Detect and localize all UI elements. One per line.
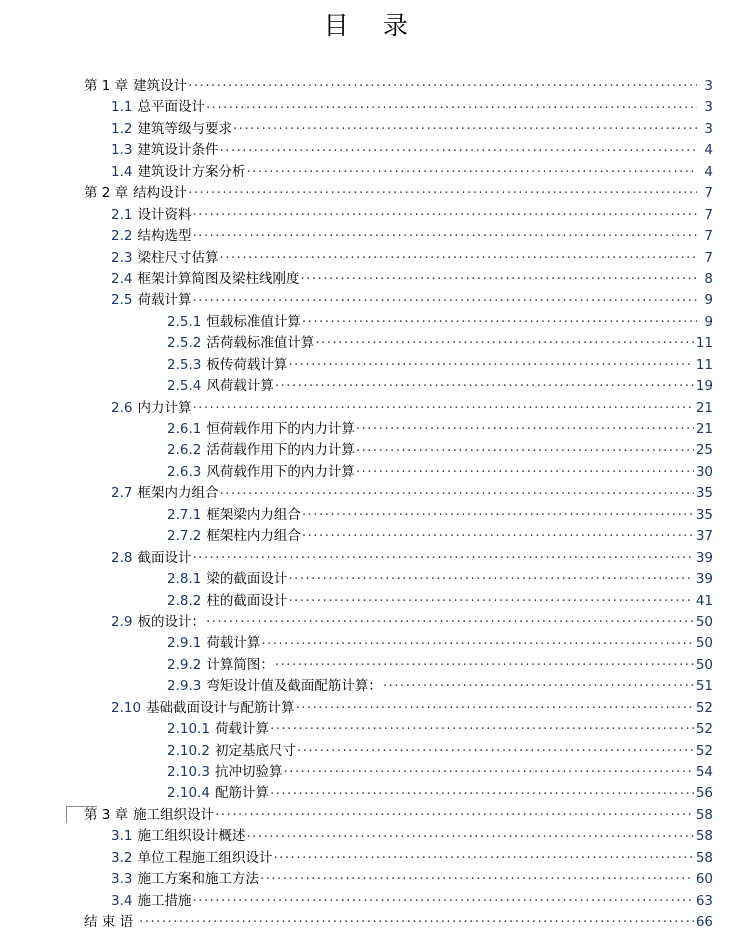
toc-entry[interactable] bbox=[0, 505, 732, 526]
toc-entry-number: 2.2 bbox=[111, 228, 133, 245]
toc-leader-dots bbox=[315, 334, 693, 348]
toc-leader-dots bbox=[275, 655, 694, 669]
toc-leader-dots bbox=[300, 269, 697, 283]
toc-entry[interactable] bbox=[0, 419, 732, 440]
toc-leader-dots bbox=[356, 420, 694, 434]
toc-leader-dots bbox=[273, 848, 693, 862]
toc-entry-number: 2.5.2 bbox=[167, 335, 202, 352]
toc-entry-number: 2.10.4 bbox=[167, 785, 210, 802]
toc-entry[interactable] bbox=[0, 741, 732, 762]
toc-page-number: 8 bbox=[704, 270, 713, 287]
toc-entry[interactable] bbox=[0, 483, 732, 504]
toc-entry[interactable] bbox=[0, 826, 732, 847]
toc-entry[interactable] bbox=[0, 140, 732, 161]
toc-entry[interactable] bbox=[0, 290, 732, 311]
toc-leader-dots bbox=[260, 870, 694, 884]
toc-entry[interactable] bbox=[0, 355, 732, 376]
toc-entry[interactable] bbox=[0, 848, 732, 869]
toc-page-number: 51 bbox=[695, 678, 713, 695]
toc-leader-dots bbox=[192, 227, 697, 241]
toc-entry-label: 框架内力组合 bbox=[137, 485, 219, 502]
toc-entry-number: 2.7 bbox=[111, 485, 133, 502]
toc-entry[interactable] bbox=[0, 805, 732, 826]
toc-entry-number: 2.6.1 bbox=[167, 421, 202, 437]
toc-entry-number: 2.7.1 bbox=[167, 506, 202, 523]
toc-page-number: 21 bbox=[695, 399, 713, 416]
toc-entry-label: 设计资料 bbox=[137, 206, 192, 223]
toc-leader-dots bbox=[192, 548, 693, 562]
toc-page-number: 25 bbox=[695, 442, 713, 459]
toc-entry[interactable] bbox=[0, 162, 732, 183]
toc-page-number: 66 bbox=[695, 914, 713, 931]
toc-entry[interactable] bbox=[0, 248, 732, 269]
toc-leader-dots bbox=[288, 355, 693, 369]
toc-entry-number: 3.1 bbox=[111, 828, 133, 845]
toc-entry-label: 框架梁内力组合 bbox=[206, 506, 301, 523]
toc-page-number: 58 bbox=[695, 806, 713, 823]
toc-page-number: 37 bbox=[695, 528, 713, 545]
toc-entry-number: 1.2 bbox=[111, 120, 133, 137]
toc-entry-number: 3.2 bbox=[111, 849, 133, 866]
toc-page-number: 19 bbox=[695, 378, 713, 395]
toc-entry-label: 活荷载作用下的内力计算 bbox=[206, 442, 355, 459]
toc-entry[interactable] bbox=[0, 183, 732, 204]
toc-entry[interactable] bbox=[0, 569, 732, 590]
toc-leader-dots bbox=[302, 312, 697, 326]
toc-page-number: 50 bbox=[695, 635, 713, 652]
toc-page-number: 7 bbox=[704, 228, 713, 245]
toc-leader-dots bbox=[302, 527, 694, 541]
toc-entry[interactable] bbox=[0, 612, 732, 633]
toc-entry-number: 2.5.4 bbox=[167, 378, 202, 395]
toc-entry-number: 2.3 bbox=[111, 249, 133, 266]
toc-entry-number: 第 1 章 bbox=[84, 78, 129, 94]
toc-page-number: 7 bbox=[704, 206, 713, 223]
toc-leader-dots bbox=[356, 441, 694, 455]
toc-entry-label: 梁柱尺寸估算 bbox=[137, 249, 219, 266]
toc-page-number: 3 bbox=[704, 99, 713, 116]
toc-page-number: 11 bbox=[695, 356, 713, 373]
toc-entry-number: 3.3 bbox=[111, 871, 133, 888]
toc-entry-label: 施工组织设计 bbox=[133, 806, 215, 823]
toc-leader-dots bbox=[192, 205, 697, 219]
toc-entry[interactable] bbox=[0, 398, 732, 419]
toc-entry-number: 第 3 章 bbox=[84, 806, 129, 823]
toc-leader-dots bbox=[139, 913, 694, 927]
toc-page-number: 54 bbox=[695, 764, 713, 780]
toc-page-number: 50 bbox=[695, 613, 713, 630]
toc-entry-number: 2.5 bbox=[111, 292, 133, 309]
toc-page-number: 35 bbox=[695, 506, 713, 523]
toc-entry[interactable] bbox=[0, 526, 732, 547]
toc-entry-label: 施工措施 bbox=[137, 892, 192, 909]
toc-entry-label: 建筑设计 bbox=[133, 78, 188, 94]
toc-entry-list bbox=[0, 76, 732, 934]
toc-entry-label: 荷载计算 bbox=[137, 292, 192, 309]
toc-page-number: 60 bbox=[695, 871, 713, 888]
toc-page-number: 50 bbox=[695, 656, 713, 673]
toc-entry-number: 1.3 bbox=[111, 142, 133, 159]
toc-entry-number: 3.4 bbox=[111, 892, 133, 909]
toc-page-number: 39 bbox=[695, 549, 713, 566]
toc-entry-label: 荷载计算 bbox=[206, 635, 261, 652]
toc-entry[interactable] bbox=[0, 698, 732, 719]
toc-leader-dots bbox=[270, 784, 694, 798]
toc-entry-label: 梁的截面设计 bbox=[206, 571, 288, 588]
toc-entry[interactable] bbox=[0, 719, 732, 740]
toc-leader-dots bbox=[219, 248, 697, 262]
toc-entry[interactable] bbox=[0, 226, 732, 247]
toc-entry-number: 1.1 bbox=[111, 99, 133, 116]
toc-entry-label: 施工组织设计概述 bbox=[137, 828, 246, 845]
toc-entry[interactable] bbox=[0, 869, 732, 890]
toc-entry-number: 2.6.2 bbox=[167, 442, 202, 459]
toc-entry-label: 单位工程施工组织设计 bbox=[137, 849, 273, 866]
toc-entry-number: 2.10.3 bbox=[167, 764, 210, 780]
toc-entry[interactable] bbox=[0, 676, 732, 697]
toc-entry[interactable] bbox=[0, 912, 732, 933]
toc-entry-label: 板传荷载计算 bbox=[206, 356, 288, 373]
toc-page-number: 52 bbox=[695, 699, 713, 716]
toc-entry[interactable] bbox=[0, 440, 732, 461]
toc-entry-label: 框架计算简图及梁柱线刚度 bbox=[137, 270, 300, 287]
toc-page-number: 30 bbox=[695, 463, 713, 480]
toc-leader-dots bbox=[206, 98, 697, 112]
toc-page-number: 58 bbox=[695, 828, 713, 845]
toc-leader-dots bbox=[270, 720, 694, 734]
toc-entry-number: 2.1 bbox=[111, 206, 133, 223]
toc-leader-dots bbox=[261, 634, 693, 648]
toc-leader-dots bbox=[192, 398, 693, 412]
toc-page-number: 39 bbox=[695, 571, 713, 588]
toc-entry-number: 2.10.1 bbox=[167, 721, 210, 738]
toc-page-number: 3 bbox=[704, 78, 713, 94]
toc-entry[interactable] bbox=[0, 633, 732, 654]
toc-entry-number: 2.5.1 bbox=[167, 313, 202, 330]
toc-entry-number: 2.5.3 bbox=[167, 356, 202, 373]
toc-entry[interactable] bbox=[0, 462, 732, 483]
toc-leader-dots bbox=[288, 570, 693, 584]
toc-entry-label: 风荷载作用下的内力计算 bbox=[206, 463, 355, 480]
toc-entry[interactable] bbox=[0, 655, 732, 676]
toc-entry-label: 建筑等级与要求 bbox=[137, 120, 232, 137]
toc-leader-dots bbox=[215, 805, 694, 819]
toc-entry-label: 施工方案和施工方法 bbox=[137, 871, 259, 888]
toc-leader-dots bbox=[383, 677, 694, 691]
toc-leader-dots bbox=[283, 763, 693, 777]
toc-entry-number: 2.9.3 bbox=[167, 678, 202, 695]
toc-page-number: 41 bbox=[695, 592, 713, 609]
toc-entry-number: 2.9.2 bbox=[167, 656, 202, 673]
toc-entry[interactable] bbox=[0, 891, 732, 912]
toc-entry-number: 2.6 bbox=[111, 399, 133, 416]
toc-page-number: 11 bbox=[695, 335, 713, 352]
toc-entry-label: 基础截面设计与配筋计算 bbox=[146, 699, 295, 716]
toc-leader-dots bbox=[219, 141, 697, 155]
toc-entry-label: 内力计算 bbox=[137, 399, 192, 416]
toc-entry[interactable] bbox=[0, 783, 732, 804]
toc-page-number: 35 bbox=[695, 485, 713, 502]
toc-entry-label: 配筋计算 bbox=[214, 785, 269, 802]
toc-entry-label: 建筑设计方案分析 bbox=[137, 163, 246, 180]
toc-entry[interactable] bbox=[0, 312, 732, 333]
toc-entry[interactable] bbox=[0, 119, 732, 140]
toc-entry-number: 2.7.2 bbox=[167, 528, 202, 545]
toc-page-number: 63 bbox=[695, 892, 713, 909]
toc-page-number: 56 bbox=[695, 785, 713, 802]
toc-page-number: 7 bbox=[704, 249, 713, 266]
toc-entry[interactable] bbox=[0, 591, 732, 612]
toc-entry-number: 2.8.2 bbox=[167, 592, 202, 609]
toc-leader-dots bbox=[302, 505, 694, 519]
toc-leader-dots bbox=[356, 462, 694, 476]
toc-entry-number: 2.9.1 bbox=[167, 635, 202, 652]
page-corner-artifact bbox=[66, 806, 97, 823]
toc-entry-number: 第 2 章 bbox=[84, 185, 129, 202]
toc-entry-number: 2.4 bbox=[111, 270, 133, 287]
toc-page-number: 52 bbox=[695, 742, 713, 759]
toc-entry-label: 荷载计算 bbox=[214, 721, 269, 738]
toc-page-number: 9 bbox=[704, 313, 713, 330]
toc-leader-dots bbox=[275, 377, 694, 391]
toc-leader-dots bbox=[188, 77, 697, 91]
toc-leader-dots bbox=[192, 891, 693, 905]
toc-entry-label: 建筑设计条件 bbox=[137, 142, 219, 159]
toc-entry[interactable] bbox=[0, 97, 732, 118]
toc-entry-number: 结 束 语 bbox=[84, 914, 134, 931]
toc-entry-number: 2.8 bbox=[111, 549, 133, 566]
toc-entry-label: 初定基底尺寸 bbox=[214, 742, 296, 759]
toc-entry-number: 2.10 bbox=[111, 699, 142, 716]
toc-leader-dots bbox=[246, 162, 697, 176]
toc-entry-label: 弯矩设计值及截面配筋计算： bbox=[206, 678, 382, 695]
toc-page-number: 9 bbox=[704, 292, 713, 309]
toc-entry[interactable] bbox=[0, 76, 732, 97]
toc-entry-label: 活荷载标准值计算 bbox=[206, 335, 315, 352]
toc-entry-label: 框架柱内力组合 bbox=[206, 528, 301, 545]
toc-entry[interactable] bbox=[0, 333, 732, 354]
toc-entry[interactable] bbox=[0, 548, 732, 569]
toc-entry-label: 恒载标准值计算 bbox=[206, 313, 301, 330]
toc-page-number: 4 bbox=[704, 142, 713, 159]
toc-entry-number: 2.10.2 bbox=[167, 742, 210, 759]
toc-page-number: 21 bbox=[695, 421, 713, 437]
toc-leader-dots bbox=[233, 119, 697, 133]
toc-entry-label: 结构设计 bbox=[133, 185, 188, 202]
toc-entry-label: 风荷载计算 bbox=[206, 378, 274, 395]
page-title: 目 录 bbox=[323, 11, 409, 40]
toc-entry-number: 1.4 bbox=[111, 163, 133, 180]
toc-page-number: 3 bbox=[704, 120, 713, 137]
toc-entry[interactable] bbox=[0, 205, 732, 226]
toc-page-number: 4 bbox=[704, 163, 713, 180]
toc-entry-label: 柱的截面设计 bbox=[206, 592, 288, 609]
toc-entry-label: 计算简图： bbox=[206, 656, 274, 673]
toc-entry-number: 2.9 bbox=[111, 613, 133, 630]
toc-entry[interactable] bbox=[0, 269, 732, 290]
toc-entry-label: 恒荷载作用下的内力计算 bbox=[206, 421, 355, 437]
toc-leader-dots bbox=[219, 484, 693, 498]
toc-leader-dots bbox=[192, 291, 697, 305]
toc-entry[interactable] bbox=[0, 762, 732, 783]
toc-leader-dots bbox=[288, 591, 693, 605]
toc-page-number: 58 bbox=[695, 849, 713, 866]
toc-entry-label: 总平面设计 bbox=[137, 99, 205, 116]
toc-page-number: 52 bbox=[695, 721, 713, 738]
toc-entry-label: 结构选型 bbox=[137, 228, 192, 245]
toc-leader-dots bbox=[206, 612, 694, 626]
toc-entry[interactable] bbox=[0, 376, 732, 397]
toc-leader-dots bbox=[188, 184, 697, 198]
toc-leader-dots bbox=[297, 741, 694, 755]
toc-entry-number: 2.6.3 bbox=[167, 463, 202, 480]
toc-leader-dots bbox=[296, 698, 694, 712]
toc-entry-label: 板的设计： bbox=[137, 613, 205, 630]
toc-entry-number: 2.8.1 bbox=[167, 571, 202, 588]
toc-leader-dots bbox=[246, 827, 693, 841]
toc-page-number: 7 bbox=[704, 185, 713, 202]
toc-entry-label: 抗冲切验算 bbox=[214, 764, 283, 780]
toc-entry-label: 截面设计 bbox=[137, 549, 192, 566]
